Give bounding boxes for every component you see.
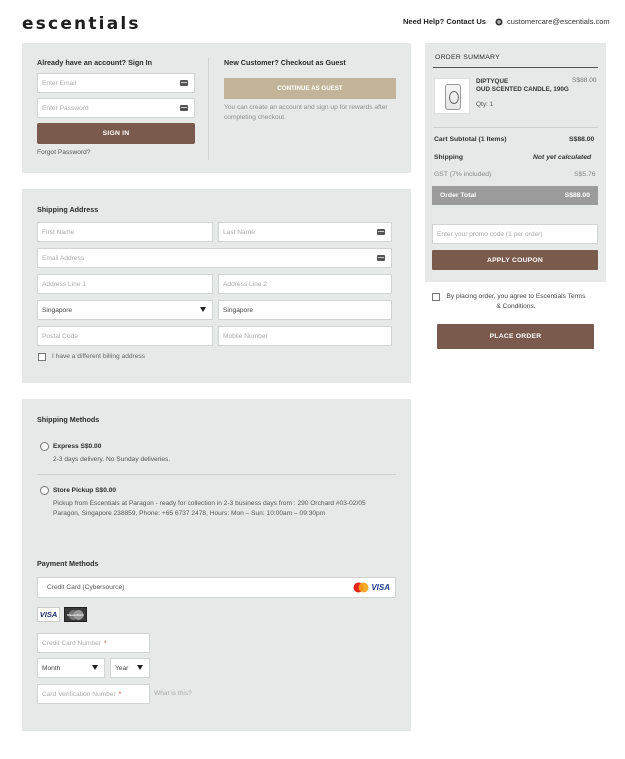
product-brand: DIPTYQUE — [476, 78, 509, 85]
chevron-down-icon — [92, 665, 98, 670]
city-field[interactable] — [218, 300, 392, 320]
order-summary-panel — [425, 43, 606, 282]
guest-note: You can create an account and sign up for rewards after completing checkout. — [224, 104, 388, 121]
year-value: Year — [115, 664, 129, 672]
autofill-icon — [377, 255, 385, 261]
promo-code-placeholder: Enter your promo code (1 per order) — [437, 230, 543, 238]
summary-divider — [433, 127, 598, 128]
different-billing-label: I have a different billing address — [52, 353, 145, 360]
shipping-options-divider — [37, 474, 396, 475]
month-value: Month — [42, 664, 61, 672]
signin-title: Already have an account? Sign In — [37, 58, 153, 67]
password-field[interactable] — [37, 98, 195, 118]
shipping-label: Shipping — [434, 154, 464, 161]
mastercard-icon — [353, 582, 369, 593]
candle-image — [445, 84, 461, 110]
first-name-field[interactable] — [37, 222, 213, 242]
autofill-icon — [180, 105, 188, 111]
mobile-number-placeholder: Mobile Number — [223, 332, 268, 340]
card-number-placeholder: Credit Card Number — [42, 639, 101, 647]
guest-title: New Customer? Checkout as Guest — [224, 58, 346, 67]
required-mark: * — [104, 639, 107, 647]
address-line-1-placeholder: Address Line 1 — [42, 280, 86, 288]
last-name-placeholder: Last Name — [223, 228, 255, 236]
address-line-2-field[interactable] — [218, 274, 392, 294]
postal-code-field[interactable] — [37, 326, 213, 346]
terms-text: By placing order, you agree to Escentials Terms & Conditions. — [446, 293, 586, 310]
chevron-down-icon — [137, 665, 143, 670]
mastercard-wordmark: MasterCard — [67, 613, 84, 617]
autofill-icon — [180, 80, 188, 86]
product-thumbnail[interactable] — [434, 78, 470, 114]
email-placeholder: Enter Email — [42, 79, 77, 87]
contact-email-icon — [495, 18, 503, 26]
cart-subtotal-label: Cart Subtotal (1 Items) — [434, 136, 507, 143]
brand-logo[interactable]: escentials — [22, 14, 141, 34]
gst-label: GST (7% included) — [434, 171, 492, 178]
credit-card-number-field[interactable] — [37, 633, 150, 653]
different-billing-checkbox[interactable] — [38, 353, 46, 361]
shipping-address-title: Shipping Address — [37, 205, 99, 214]
contact-us-link[interactable]: Need Help? Contact Us — [403, 17, 486, 26]
gst-value: S$5.76 — [574, 171, 596, 178]
month-select[interactable] — [37, 658, 105, 678]
order-total-bar — [432, 186, 598, 205]
visa-card-logo: VISA — [37, 607, 60, 622]
last-name-field[interactable] — [218, 222, 392, 242]
required-mark: * — [118, 690, 122, 698]
payment-methods-title: Payment Methods — [37, 559, 99, 568]
visa-logo: VISA — [371, 583, 390, 592]
mobile-number-field[interactable] — [218, 326, 392, 346]
year-select[interactable] — [110, 658, 150, 678]
email-address-field[interactable] — [37, 248, 392, 268]
mastercard-card-logo — [64, 607, 87, 622]
cart-subtotal-value: S$88.00 — [569, 136, 595, 143]
store-pickup-radio[interactable] — [40, 486, 49, 495]
order-summary-title-rule — [433, 67, 598, 68]
apply-coupon-button[interactable]: APPLY COUPON — [432, 250, 598, 270]
customer-care-email[interactable] — [495, 17, 610, 26]
chevron-down-icon — [200, 307, 206, 312]
order-summary-title: ORDER SUMMARY — [435, 54, 500, 61]
express-option-name: Express S$0.00 — [53, 443, 102, 450]
address-line-2-placeholder: Address Line 2 — [223, 280, 267, 288]
shipping-methods-title: Shipping Methods — [37, 415, 100, 424]
first-name-placeholder: First Name — [42, 228, 75, 236]
product-qty: Qty: 1 — [476, 101, 494, 108]
express-option-desc: 2-3 days delivery. No Sunday deliveries. — [53, 456, 171, 463]
address-line-1-field[interactable] — [37, 274, 213, 294]
express-radio[interactable] — [40, 442, 49, 451]
product-name: OUD SCENTED CANDLE, 190G — [476, 86, 569, 93]
email-address-placeholder: Email Address — [42, 254, 85, 262]
order-total-label: Order Total — [440, 192, 477, 199]
email-field[interactable] — [37, 73, 195, 93]
password-placeholder: Enter Password — [42, 104, 89, 112]
what-is-this-link[interactable]: What is this? — [154, 690, 192, 697]
terms-checkbox[interactable] — [432, 293, 440, 301]
promo-code-input[interactable] — [432, 224, 598, 244]
payment-method-select[interactable] — [37, 577, 396, 598]
store-pickup-option-name: Store Pickup S$0.00 — [53, 487, 117, 494]
shipping-payment-panel — [22, 399, 411, 731]
city-value: Singapore — [223, 306, 254, 314]
email-text: customercare@escentials.com — [507, 17, 610, 26]
autofill-icon — [377, 229, 385, 235]
forgot-password-link[interactable]: Forgot Password? — [37, 149, 91, 156]
account-divider — [208, 58, 209, 160]
country-value: Singapore — [42, 306, 73, 314]
card-verification-field[interactable] — [37, 684, 150, 704]
card-brands — [353, 582, 390, 593]
postal-code-placeholder: Postal Code — [42, 332, 78, 340]
shipping-address-panel — [22, 189, 411, 383]
shipping-value: Not yet calculated — [533, 154, 592, 161]
continue-as-guest-button[interactable]: CONTINUE AS GUEST — [224, 78, 396, 99]
account-panel — [22, 43, 411, 173]
payment-method-value: Credit Card (Cybersource) — [47, 584, 125, 591]
order-total-value: S$88.00 — [564, 192, 590, 199]
store-pickup-option-desc: Pickup from Escentials at Paragon - ready for collection in 2-3 business days from : 290 Orchard #03-02/05 Paragon, Singapore 238859, Phone: +65 6737 2478, Hours: Mon – Sun: 10:00am – 09:30pm — [53, 500, 366, 517]
sign-in-button[interactable]: SIGN IN — [37, 123, 195, 144]
country-select[interactable] — [37, 300, 213, 320]
place-order-button[interactable]: PLACE ORDER — [437, 324, 594, 349]
product-price: S$88.00 — [572, 77, 597, 84]
cvn-placeholder: Card Verification Number — [42, 690, 116, 698]
